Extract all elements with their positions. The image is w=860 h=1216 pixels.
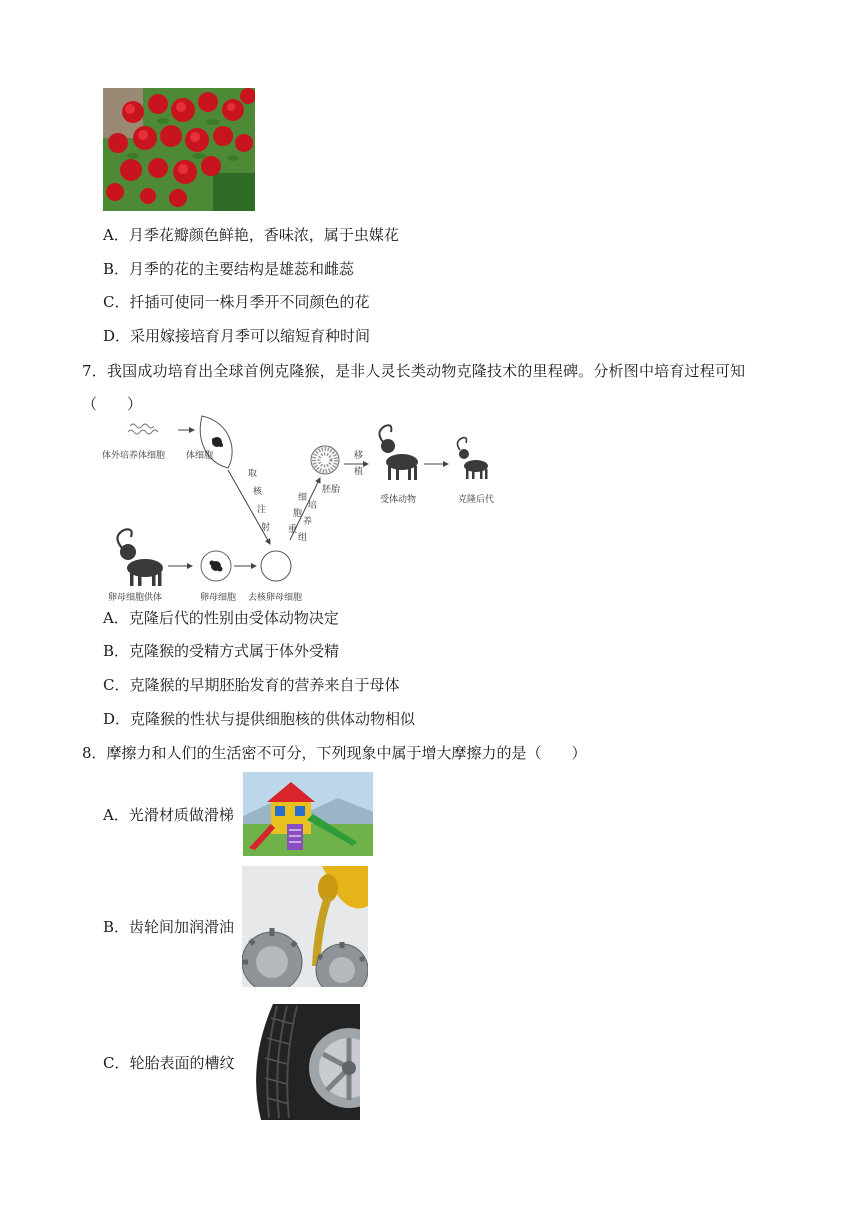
label-oocyte: 卵母细胞: [200, 593, 237, 602]
donor-monkey-icon: [117, 529, 163, 586]
q8-stem: 8．摩擦力和人们的生活密不可分，下列现象中属于增大摩擦力的是（ ）: [82, 744, 587, 762]
q6-option-c: C．扦插可使同一株月季开不同颜色的花: [103, 293, 370, 311]
label-recipient: 受体动物: [380, 495, 417, 505]
label-recombine-1: 细: [298, 493, 308, 503]
q8-option-b: B．齿轮间加润滑油: [103, 918, 235, 936]
label-offspring: 克隆后代: [458, 495, 495, 505]
q7-stem-bracket: （ ）: [82, 395, 143, 413]
label-somatic: 体细胞: [186, 451, 214, 461]
label-extract-3: 注: [257, 505, 267, 515]
q7-option-a: A．克隆后代的性别由受体动物决定: [103, 609, 339, 627]
label-transplant-1: 移: [354, 451, 364, 461]
label-transplant-2: 植: [354, 467, 364, 477]
label-extract-1: 取: [248, 469, 258, 479]
label-donor: 卵母细胞供体: [108, 593, 163, 602]
q6-option-a: A．月季花瓣颜色鲜艳，香味浓，属于虫媒花: [103, 226, 399, 244]
q8-option-c: C．轮胎表面的槽纹: [103, 1054, 235, 1072]
q6-option-b: B．月季的花的主要结构是雄蕊和雌蕊: [103, 260, 355, 278]
enucleated-oocyte-icon: [261, 551, 291, 581]
q8-option-a: A．光滑材质做滑梯: [103, 806, 234, 824]
label-recombine-4: 养: [303, 517, 313, 527]
label-extract-2: 核: [253, 487, 263, 497]
label-recombine-3: 胞: [293, 509, 303, 519]
label-enucleated: 去核卵母细胞: [248, 593, 303, 602]
gear-oil-photo: [242, 866, 368, 987]
label-culture: 体外培养体细胞: [102, 451, 166, 461]
tire-photo: [253, 1004, 360, 1120]
label-recombine-5: 重: [288, 525, 298, 535]
slide-photo: [243, 772, 373, 856]
q7-stem: 7．我国成功培育出全球首例克隆猴，是非人灵长类动物克隆技术的里程碑。分析图中培育过程可知: [82, 362, 746, 380]
cultured-cells-icon: [128, 424, 158, 434]
cloning-process-diagram: [100, 412, 500, 602]
label-recombine-2: 培: [308, 501, 318, 511]
rose-photo: [103, 88, 255, 211]
embryo-icon: [311, 446, 339, 474]
label-recombine-6: 组: [298, 533, 308, 543]
label-extract-4: 射: [261, 523, 271, 533]
q6-option-d: D．采用嫁接培育月季可以缩短育种时间: [103, 327, 371, 345]
q7-option-c: C．克隆猴的早期胚胎发育的营养来自于母体: [103, 676, 400, 694]
recipient-monkey-icon: [379, 425, 418, 480]
q7-option-d: D．克隆猴的性状与提供细胞核的供体动物相似: [103, 710, 416, 728]
q7-option-b: B．克隆猴的受精方式属于体外受精: [103, 642, 340, 660]
label-embryo: 胚胎: [322, 485, 341, 495]
offspring-monkey-icon: [457, 438, 488, 479]
